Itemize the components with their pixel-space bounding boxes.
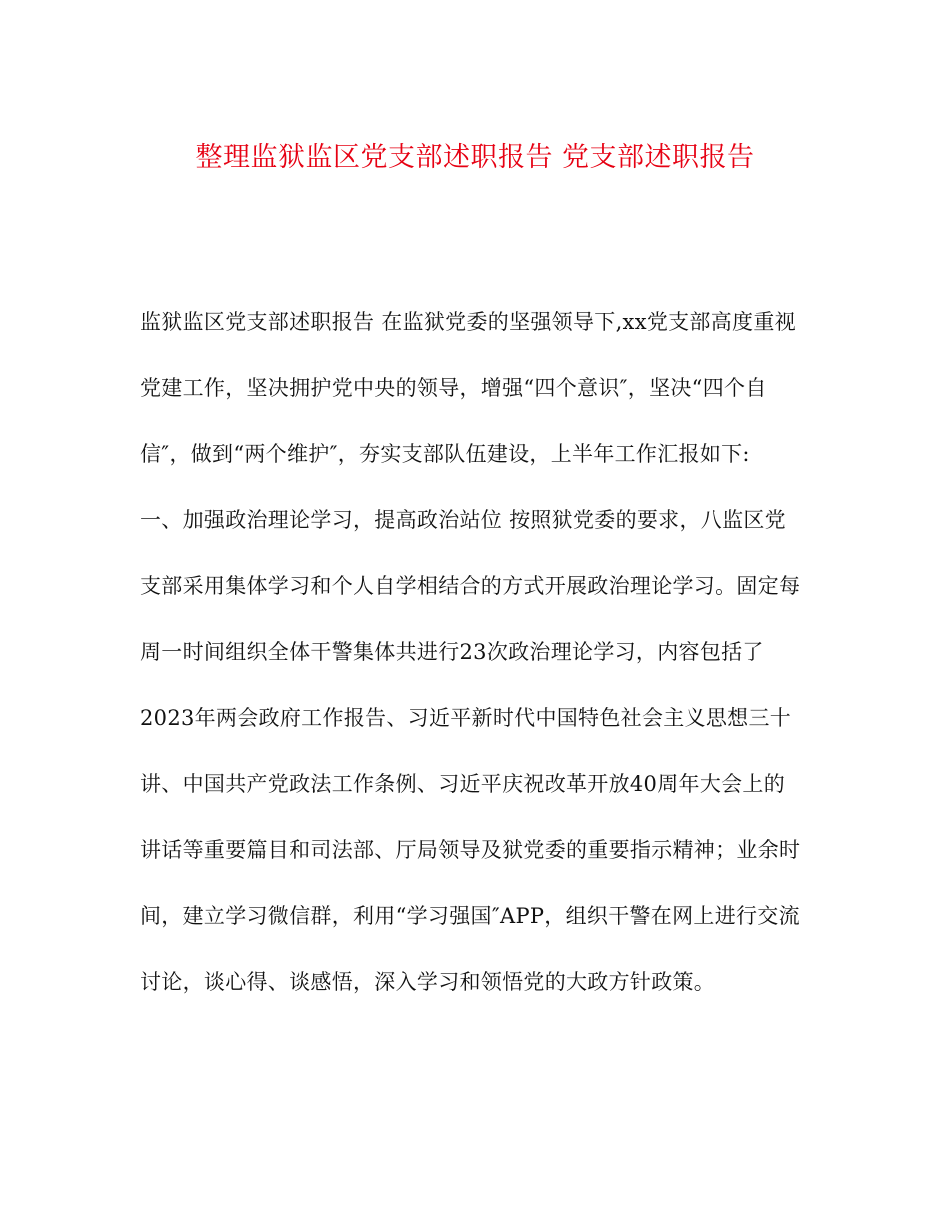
body-line: 信″，做到“两个维护″，夯实支部队伍建设，上半年工作汇报如下: — [140, 442, 750, 466]
body-line: 支部采用集体学习和个人自学相结合的方式开展政治理论学习。固定每 — [140, 574, 801, 598]
body-line: 讨论，谈心得、谈感悟，深入学习和领悟党的大政方针政策。 — [140, 970, 716, 994]
body-line: 党建工作，坚决拥护党中央的领导，增强“四个意识″，坚决“四个自 — [140, 376, 767, 400]
body-line: 讲话等重要篇目和司法部、厅局领导及狱党委的重要指示精神；业余时 — [140, 838, 801, 862]
body-line: 监狱监区党支部述职报告 在监狱党委的坚强领导下,xx党支部高度重视 — [140, 310, 796, 334]
body-line: 周一时间组织全体干警集体共进行23次政治理论学习，内容包括了 — [140, 640, 764, 664]
body-line: 2023年两会政府工作报告、习近平新时代中国特色社会主义思想三十 — [140, 706, 792, 730]
body-line: 间，建立学习微信群，利用“学习强国″APP，组织干警在网上进行交流 — [140, 904, 800, 928]
document-title: 整理监狱监区党支部述职报告 党支部述职报告 — [195, 142, 755, 173]
body-line: 一、加强政治理论学习，提高政治站位 按照狱党委的要求，八监区党 — [140, 508, 786, 532]
document-body — [140, 302, 840, 1028]
body-line: 讲、中国共产党政法工作条例、习近平庆祝改革开放40周年大会上的 — [140, 772, 786, 796]
